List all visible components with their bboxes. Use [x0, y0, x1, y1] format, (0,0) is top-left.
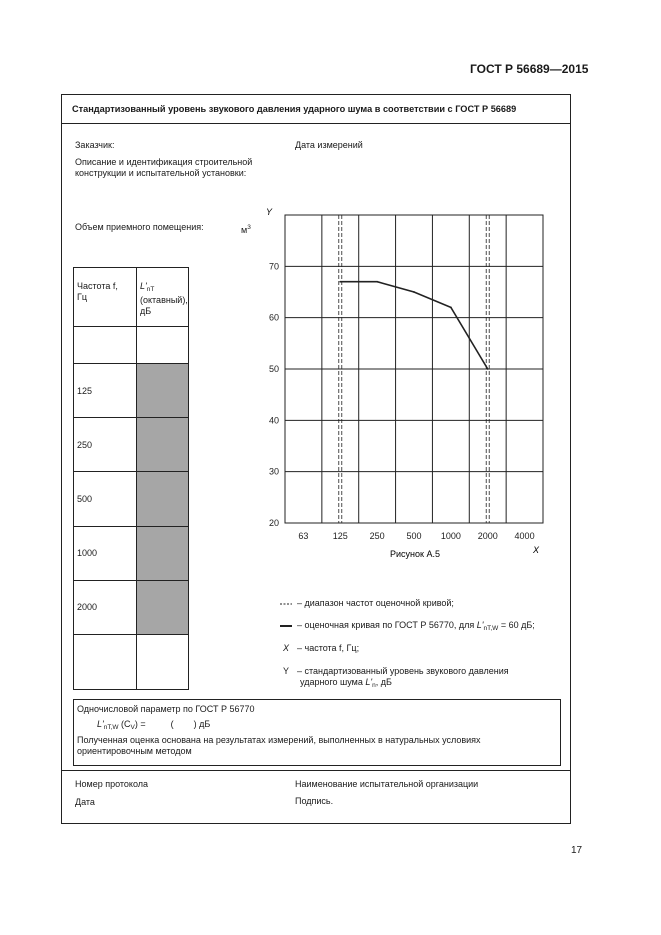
signature-label: Подпись. — [295, 796, 334, 806]
legend-item-curve-prefix: – оценочная кривая по ГОСТ Р 56770, для — [297, 620, 477, 630]
table-row-divider — [74, 326, 188, 327]
legend-x-symbol: X — [283, 643, 290, 653]
y-tick-label: 70 — [268, 261, 279, 272]
page-number: 17 — [571, 845, 583, 856]
x-tick-label: 1000 — [440, 531, 461, 541]
column-header-level-subscript: nT — [146, 286, 155, 293]
legend-solid-marker — [280, 622, 294, 630]
column-header-level-line2: (октавный), — [140, 295, 188, 305]
chart-series — [339, 281, 488, 370]
volume-label: Объем приемного помещения: — [75, 222, 204, 232]
x-tick-label: 250 — [369, 531, 385, 541]
column-header-level-symbol: L' — [140, 281, 147, 291]
level-cell-shaded — [137, 418, 188, 471]
impact-noise-chart — [255, 205, 555, 565]
form-title: Стандартизованный уровень звукового давления ударного шума в соответствии с ГОСТ Р 56689 — [72, 104, 517, 114]
x-tick-label: 500 — [406, 531, 422, 541]
parameter-formula-c: (C — [118, 719, 131, 729]
column-header-frequency — [77, 281, 118, 303]
reference-curve-point — [487, 368, 489, 370]
legend-item-curve-subscript: nT,W — [483, 625, 499, 632]
legend-item-level-symbol: L' — [365, 677, 373, 687]
chart-y-axis-label: Y — [266, 207, 273, 217]
organization-name-label: Наименование испытательной организации — [295, 779, 479, 789]
table-row-divider — [74, 634, 188, 635]
volume-unit-exponent: 3 — [247, 224, 251, 231]
description-line-1: Описание и идентификация строительной — [75, 157, 253, 167]
chart-tick-labels — [269, 261, 535, 541]
date-label: Дата — [75, 797, 95, 807]
level-cell-shaded — [137, 472, 188, 526]
table-row-frequency: 125 — [77, 386, 93, 396]
description-line-2: конструкции и испытательной установки: — [75, 168, 247, 178]
reference-curve-line — [340, 282, 487, 369]
level-cell-shaded — [137, 527, 188, 580]
octave-table — [73, 267, 189, 690]
parameter-note-line1: Полученная оценка основана на результатах измерений, выполненных в натуральных условиях — [77, 735, 481, 745]
chart-x-axis-label: X — [533, 545, 540, 555]
parameter-note-line2: ориентировочным методом — [77, 746, 192, 756]
column-header-frequency-line1: Частота f, — [77, 281, 118, 291]
chart-caption: Рисунок А.5 — [390, 549, 440, 559]
column-header-frequency-line2: Гц — [77, 292, 88, 302]
legend-item-level-line2 — [300, 677, 392, 692]
footer-divider — [61, 770, 571, 771]
customer-label: Заказчик: — [75, 140, 115, 150]
title-divider — [61, 123, 571, 124]
parameter-formula-c-subscript: V — [130, 724, 135, 731]
table-row-frequency: 250 — [77, 440, 93, 450]
table-row-frequency: 2000 — [77, 602, 98, 612]
table-row-frequency: 500 — [77, 494, 93, 504]
column-header-level — [140, 281, 188, 317]
legend-item-curve-symbol: L' — [476, 620, 484, 630]
parameter-formula-rest: ) = ( ) дБ — [134, 719, 211, 729]
measurement-date-label: Дата измерений — [295, 140, 363, 150]
volume-unit — [241, 222, 251, 237]
reference-curve-point — [450, 307, 452, 309]
parameter-label: Одночисловой параметр по ГОСТ Р 56770 — [77, 704, 255, 714]
legend-y-symbol: Y — [283, 666, 290, 676]
legend-item-frequency: – частота f, Гц; — [297, 643, 360, 653]
legend-item-range: – диапазон частот оценочной кривой; — [297, 598, 454, 608]
legend-item-curve — [297, 620, 535, 635]
chart-grid — [285, 215, 543, 523]
legend-dashed-marker — [280, 600, 294, 608]
x-tick-label: 4000 — [514, 531, 535, 541]
legend-item-level-line1: – стандартизованный уровень звукового давления — [297, 666, 509, 676]
legend-item-level-subscript: n — [372, 682, 376, 689]
reference-curve-point — [413, 291, 415, 293]
level-cell-shaded — [137, 581, 188, 634]
parameter-formula-symbol: L' — [97, 719, 104, 729]
reference-curve-point — [339, 281, 341, 283]
y-tick-label: 50 — [268, 364, 279, 374]
y-tick-label: 30 — [268, 466, 279, 477]
reference-curve-point — [376, 281, 378, 283]
x-tick-label: 63 — [298, 531, 309, 541]
legend-item-level-suffix: , дБ — [375, 677, 392, 687]
legend-item-curve-suffix: = 60 дБ; — [498, 620, 535, 630]
standard-code: ГОСТ Р 56689—2015 — [470, 62, 589, 76]
level-cell-shaded — [137, 364, 188, 417]
volume-unit-base: м — [241, 225, 248, 235]
table-row-frequency: 1000 — [77, 548, 98, 558]
y-tick-label: 40 — [268, 415, 279, 426]
y-tick-label: 20 — [268, 518, 279, 528]
legend-item-level-prefix: ударного шума — [300, 677, 366, 687]
x-tick-label: 2000 — [477, 531, 498, 541]
y-tick-label: 60 — [268, 312, 279, 323]
column-header-level-line3: дБ — [140, 306, 152, 316]
x-tick-label: 125 — [332, 531, 348, 541]
parameter-formula — [97, 719, 210, 734]
parameter-formula-subscript: nT,W — [103, 724, 119, 731]
protocol-number-label: Номер протокола — [75, 779, 149, 789]
